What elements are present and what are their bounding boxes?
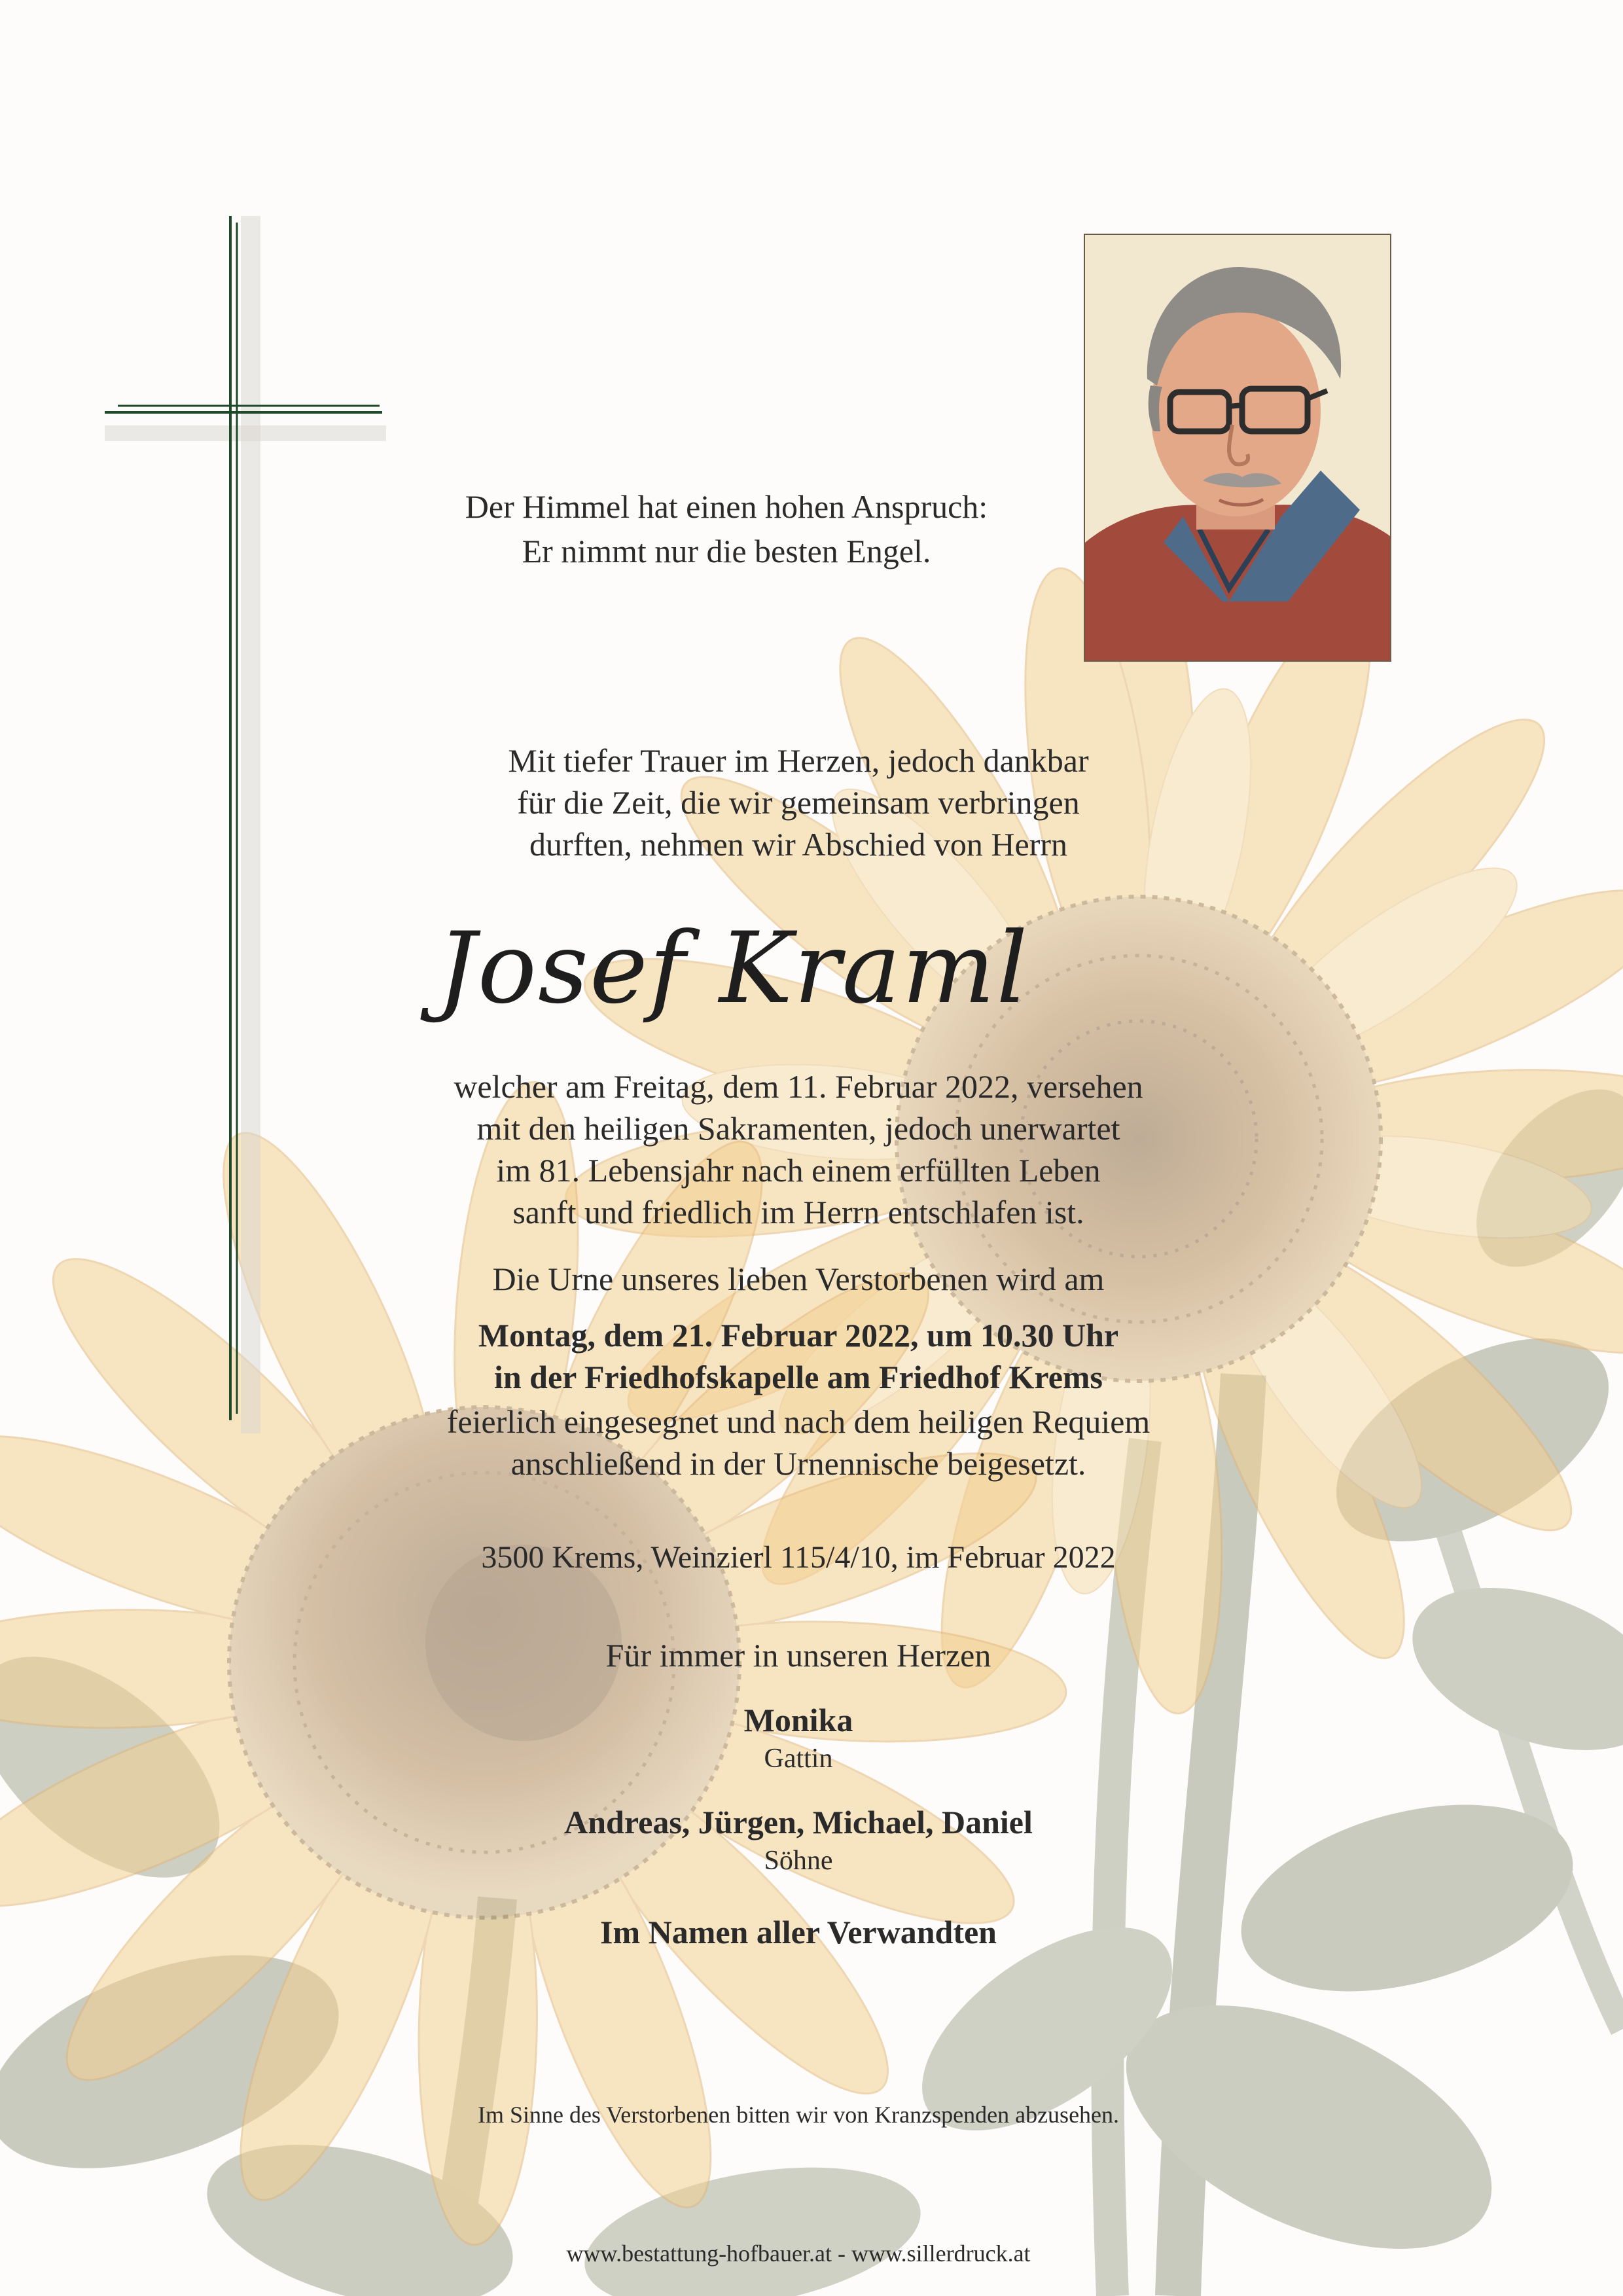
deceased-name: Josef Kraml — [437, 912, 1029, 1026]
wreath-note: Im Sinne des Verstorbenen bitten wir von Kranzspenden abzusehen. — [477, 2102, 1120, 2128]
portrait-photo — [1084, 234, 1391, 662]
forever-line: Für immer in unseren Herzen — [605, 1637, 991, 1674]
quote-line: Er nimmt nur die besten Engel. — [522, 533, 931, 569]
death-notice — [0, 1066, 1610, 1233]
place-date: 3500 Krems, Weinzierl 115/4/10, im Februar 2022 — [481, 1540, 1116, 1575]
closing-line: Im Namen aller Verwandten — [599, 1914, 997, 1950]
opening-quote — [366, 484, 1086, 573]
intro-line: Mit tiefer Trauer im Herzen, jedoch dankbar — [508, 742, 1089, 779]
intro-line: durften, nehmen wir Abschied von Herrn — [529, 826, 1067, 863]
family-member-name: Monika — [743, 1702, 853, 1738]
ceremony-intro: Die Urne unseres lieben Verstorbenen wird am — [492, 1261, 1105, 1297]
notice-line: welcher am Freitag, dem 11. Februar 2022, versehen — [454, 1068, 1143, 1105]
family-member-role: Söhne — [764, 1846, 833, 1876]
family-member-role: Gattin — [764, 1744, 833, 1774]
family-member-name: Andreas, Jürgen, Michael, Daniel — [564, 1804, 1033, 1840]
notice-line: sanft und friedlich im Herrn entschlafen ist. — [512, 1194, 1084, 1230]
ceremony-details — [0, 1314, 1610, 1398]
ceremony-date-time: Montag, dem 21. Februar 2022, um 10.30 Uhr — [478, 1317, 1119, 1354]
quote-line: Der Himmel hat einen hohen Anspruch: — [465, 488, 988, 525]
intro-line: für die Zeit, die wir gemeinsam verbringen — [517, 784, 1080, 821]
outro-line: feierlich eingesegnet und nach dem heiligen Requiem — [446, 1403, 1150, 1440]
ceremony-location: in der Friedhofskapelle am Friedhof Krems — [493, 1359, 1103, 1395]
notice-line: mit den heiligen Sakramenten, jedoch unerwartet — [476, 1110, 1120, 1147]
footer-urls: www.bestattung-hofbauer.at - www.sillerdruck.at — [566, 2240, 1031, 2267]
outro-line: anschließend in der Urnennische beigesetzt. — [510, 1445, 1086, 1482]
notice-line: im 81. Lebensjahr nach einem erfüllten Leben — [496, 1152, 1101, 1189]
ceremony-outro — [0, 1401, 1610, 1484]
intro-text — [0, 740, 1610, 865]
